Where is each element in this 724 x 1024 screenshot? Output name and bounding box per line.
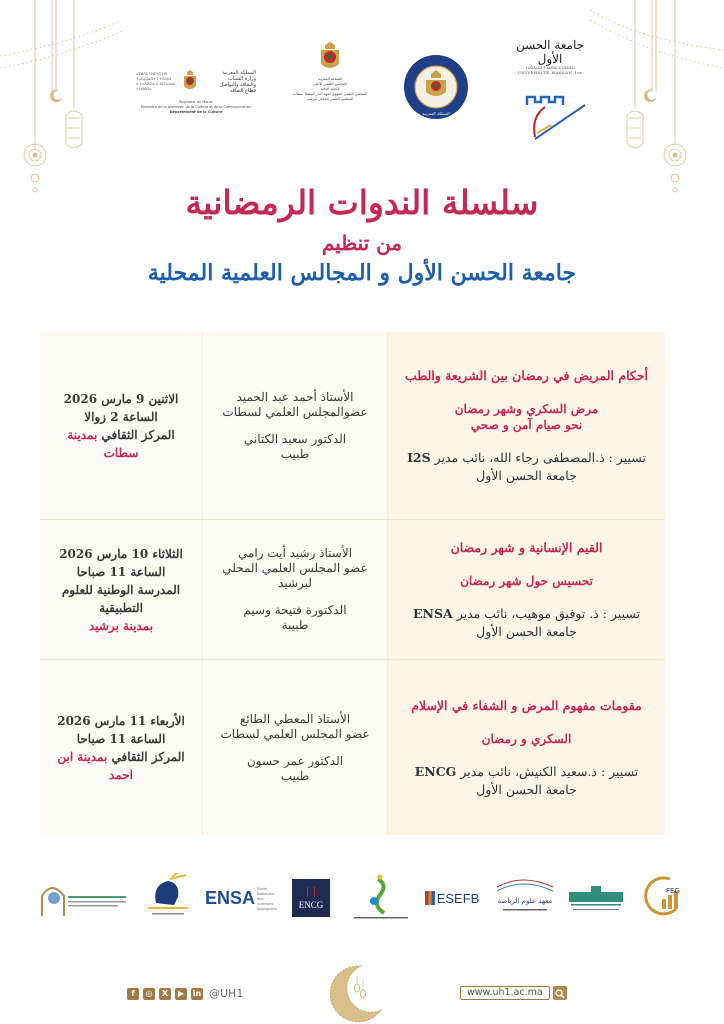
organizers-line: جامعة الحسن الأول و المجالس العلمية المحلية — [147, 260, 577, 286]
sessions-table — [40, 332, 665, 835]
crescent-moon-lantern-icon — [325, 962, 385, 1024]
health-swirl-icon — [348, 873, 414, 923]
books-icon — [425, 891, 435, 905]
ministry-french-text: Royaume du Maroc Ministère de la Jeunesse, de la Culture et de la Communication Département de la Culture — [140, 100, 252, 114]
ministry-tifinagh-text: ⴰⴳⵍⴷⵉ ⵏ ⵍⵎⵖⵔⵉⴱ ⵜⴰⵎⴰⵡⴰⵙⵜ ⵏ ⵜⵉⵍⵡⵉ ⴷ ⵜⴰⴷⵍⵙⴰ ⴷ ⵓⵎⵢⴰⵡⴰⴹ ⵜⴰⴷⵍⵙⴰ — [136, 72, 176, 91]
session-3-datetime-cell: الأربعاء 11 مارس 2026 الساعة 11 صباحا المركز الثقافي بمدينة ابن احمد — [40, 660, 203, 835]
session-3-topic: مقومات مفهوم المرض و الشفاء في الإسلام — [411, 697, 642, 713]
building-icon — [565, 878, 627, 918]
svg-text:المملكة المغربية: المملكة المغربية — [422, 111, 450, 116]
social-links — [127, 987, 243, 1000]
morocco-coat-of-arms-icon — [180, 70, 200, 94]
session-1-topic: أحكام المريض في رمضان بين الشريعة والطب — [404, 367, 649, 383]
partner-logo-flsh — [138, 870, 198, 926]
partner-logos — [30, 870, 700, 926]
session-2-speakers-cell: الأستاذ رشيد أيت رامي عضو المجلس العلمي المحلي لبرشيد الدكتورة فتيحة وسيم طبيبة — [203, 520, 388, 660]
social-handle: @UH1 — [209, 987, 244, 1000]
search-icon[interactable] — [553, 986, 567, 1000]
session-1-datetime-cell: الاثنين 9 مارس 2026 الساعة 2 زوالا المركز الثقافي بمدينة سطات — [40, 332, 203, 520]
uh1-tower-emblem-icon — [505, 75, 595, 145]
encg-mark-icon — [307, 887, 315, 897]
ministry-culture-logo — [136, 68, 256, 118]
title-block — [0, 182, 724, 288]
session-1-speakers-cell: الأستاذ أحمد عبد الحميد عضوالمجلس العلمي لسطات الدكتور سعيد الكتاني طبيب — [203, 332, 388, 520]
council-arabic-text: المملكة المغربية المجلس العلمي الأعلى الكتابة العامة المجلس العلمي الجهوي لجهة الدار البيضاء سطات المجلس العلمي المحلي لبرشيد — [292, 77, 368, 101]
session-3-speakers-cell: الأستاذ المعطي الطائع عضو المجلس العلمي لسطات الدكتور عمر حسون طبيب — [203, 660, 388, 835]
session-3-topic-cell: مقومات مفهوم المرض و الشفاء في الإسلام السكري و رمضان تسيير : ذ.سعيد الكنيش، نائب مدير ENCG جامعة الحسن الأول — [388, 660, 665, 835]
session-3-moderator: تسيير : ذ.سعيد الكنيش، نائب مدير ENCG — [414, 763, 639, 779]
website-link[interactable] — [460, 986, 567, 1000]
hanging-lanterns-left-decoration — [0, 0, 140, 200]
organized-by-label: من تنظيم — [321, 231, 403, 255]
head-sun-icon — [138, 873, 198, 923]
instagram-icon[interactable]: ◎ — [143, 988, 155, 1000]
partner-logo-fsjp — [565, 870, 627, 926]
partner-logo-ispits — [348, 870, 414, 926]
session-1-topic-cell: أحكام المريض في رمضان بين الشريعة والطب مرض السكري وشهر رمضان نحو صيام آمن و صحي تسيير : ذ.المصطفى رجاء الله، نائب مدير I2S جامعة الحسن الأول — [388, 332, 665, 520]
website-url[interactable]: www.uh1.ac.ma — [460, 986, 550, 1000]
x-icon[interactable]: X — [159, 988, 171, 1000]
runner-icon — [493, 873, 557, 923]
dome-icon — [38, 876, 130, 920]
feg-icon — [640, 873, 690, 923]
hanging-lanterns-right-decoration — [590, 0, 724, 200]
page-title: سلسلة الندوات الرمضانية — [185, 183, 539, 222]
linkedin-icon[interactable]: in — [192, 988, 202, 998]
session-2-topic-cell: القيم الإنسانية و شهر رمضان تحسيس حول شهر رمضان تسيير : ذ. توفيق موهيب، نائب مدير ENSA جامعة الحسن الأول — [388, 520, 665, 660]
ministry-arabic-text: المملكة المغربية وزارة الشباب والثقافة والتواصل قطاع الثقافة — [219, 70, 256, 94]
morocco-coat-of-arms-icon — [316, 42, 344, 74]
partner-logo-encg: ENCG — [291, 870, 331, 926]
session-2-moderator: تسيير : ذ. توفيق موهيب، نائب مدير ENSA — [413, 605, 640, 621]
universite-hassan-1-logo: جامعة الحسن الأول ⵜⴰⵙⴷⴰⵡⵉⵜ ⵃⴰⵙⴰⵏ ⵓ ⵉⵣⵡⵉⵔ UNIVERSITÉ HASSAN 1er — [505, 38, 595, 146]
session-2-topic: القيم الإنسانية و شهر رمضان — [450, 539, 603, 555]
svg-text:FEG: FEG — [666, 887, 680, 895]
session-1-moderator: تسيير : ذ.المصطفى رجاء الله، نائب مدير I2S — [407, 449, 646, 465]
partner-logo-isss — [493, 870, 557, 926]
session-3-venue: المركز الثقافي بمدينة ابن احمد — [57, 749, 185, 782]
svg-text:معهد علوم الرياضة: معهد علوم الرياضة — [497, 897, 553, 905]
local-scientific-council-seal — [403, 52, 469, 122]
session-1-venue: المركز الثقافي بمدينة سطات — [67, 427, 175, 460]
footer — [0, 960, 724, 1024]
top-logos — [130, 38, 590, 148]
regional-scientific-council-logo — [290, 42, 370, 122]
youtube-icon[interactable]: ▶ — [175, 988, 187, 1000]
partner-logo-ensa: ENSA Ecole Nationale des Sciences Appliquées — [205, 885, 277, 911]
facebook-icon[interactable]: f — [127, 988, 139, 1000]
partner-logo-feg — [640, 870, 690, 926]
partner-logo-esefb: ESEFB — [422, 870, 482, 926]
session-2-datetime-cell: الثلاثاء 10 مارس 2026 الساعة 11 صباحا المدرسة الوطنية للعلوم التطبيقية بمدينة برشيد — [40, 520, 203, 660]
partner-logo-fslg — [38, 870, 130, 926]
